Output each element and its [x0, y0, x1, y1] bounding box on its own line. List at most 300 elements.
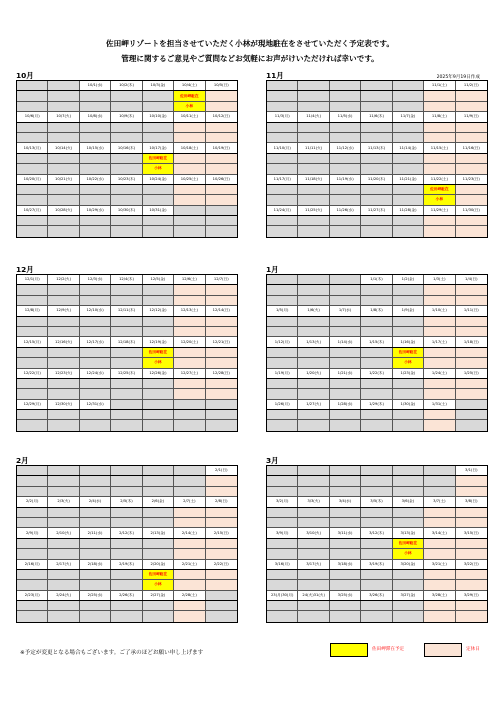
note-cell [174, 296, 205, 305]
note-cell [267, 327, 298, 336]
stay-place-cell: 佐田岬駐在 [143, 570, 174, 579]
week-note-row [267, 611, 487, 621]
note-cell [206, 226, 237, 236]
date-cell: 2/13(金) [143, 528, 174, 537]
note-cell [361, 420, 392, 430]
date-cell: 10/5(日) [206, 81, 237, 90]
note-cell [267, 410, 298, 419]
month-calendar [16, 80, 238, 238]
date-cell: 3/7(土) [424, 497, 455, 506]
date-cell: 11/21(金) [393, 175, 424, 184]
note-cell [48, 123, 79, 132]
week-note-row [17, 570, 237, 580]
week-date-row [17, 275, 237, 285]
note-cell [206, 518, 237, 527]
note-cell [143, 123, 174, 132]
note-cell [393, 216, 424, 225]
week-date-row [17, 143, 237, 153]
note-cell [267, 570, 298, 579]
date-cell: 1/26(月) [267, 400, 298, 409]
note-cell [111, 216, 142, 225]
note-cell [143, 539, 174, 548]
date-cell: 10/28(火) [48, 206, 79, 215]
note-cell [361, 226, 392, 236]
note-cell [174, 611, 205, 621]
note-cell [330, 580, 361, 589]
date-cell: 10/10(金) [143, 112, 174, 121]
date-cell: 11/12(水) [330, 143, 361, 152]
date-cell: 3/17(火) [298, 560, 329, 569]
note-cell [48, 389, 79, 398]
note-cell [206, 580, 237, 589]
note-cell [80, 317, 111, 326]
date-cell: 3/12(木) [361, 528, 392, 537]
date-cell: 10/6(月) [17, 112, 48, 121]
week-date-row [267, 81, 487, 91]
note-cell [80, 296, 111, 305]
note-cell [361, 518, 392, 527]
note-cell [206, 611, 237, 621]
note-cell [267, 185, 298, 194]
note-cell [111, 358, 142, 367]
week-note-row [17, 327, 237, 337]
week-date-row [267, 143, 487, 153]
note-cell [267, 379, 298, 388]
page-header [0, 36, 500, 66]
note-cell [424, 296, 455, 305]
header-line-1: 佐田岬リゾートを担当させていただく小林が現地駐在をさせていただく予定表です。 [106, 39, 394, 48]
date-cell: 12/31(水) [80, 400, 111, 409]
week-date-row [267, 275, 487, 285]
note-cell [80, 358, 111, 367]
note-cell [48, 195, 79, 204]
note-cell [111, 123, 142, 132]
note-cell [393, 327, 424, 336]
date-cell: 1/12(月) [267, 337, 298, 346]
note-cell [330, 379, 361, 388]
note-cell [48, 601, 79, 610]
note-cell [330, 539, 361, 548]
note-cell [298, 216, 329, 225]
note-cell [330, 508, 361, 517]
note-cell [174, 358, 205, 367]
note-cell [298, 154, 329, 163]
note-cell [330, 549, 361, 558]
week-note-row [267, 154, 487, 164]
note-cell [424, 539, 455, 548]
note-cell [298, 611, 329, 621]
date-cell: 11/29(土) [424, 206, 455, 215]
note-cell [174, 133, 205, 142]
note-cell [48, 549, 79, 558]
week-note-row [17, 410, 237, 420]
date-cell: 1/1(木) [361, 275, 392, 284]
week-date-row [17, 306, 237, 316]
note-cell [143, 508, 174, 517]
note-cell [361, 580, 392, 589]
week-date-row [17, 560, 237, 570]
note-cell [456, 133, 487, 142]
date-cell: 2/10(火) [48, 528, 79, 537]
note-cell [174, 518, 205, 527]
note-cell [330, 123, 361, 132]
date-cell: 3/9(月) [267, 528, 298, 537]
note-cell [143, 195, 174, 204]
empty-cell [330, 81, 361, 90]
note-cell [298, 379, 329, 388]
note-cell [361, 539, 392, 548]
note-cell [143, 379, 174, 388]
date-cell: 10/23(木) [111, 175, 142, 184]
note-cell [80, 123, 111, 132]
note-cell [393, 420, 424, 430]
week-note-row [267, 508, 487, 518]
note-cell [267, 420, 298, 430]
date-cell: 1/13(火) [298, 337, 329, 346]
date-cell: 12/20(土) [174, 337, 205, 346]
week-date-row [267, 497, 487, 507]
empty-cell [267, 275, 298, 284]
note-cell [267, 611, 298, 621]
note-cell [143, 549, 174, 558]
note-cell [424, 379, 455, 388]
stay-name-cell: 小林 [143, 164, 174, 173]
date-cell: 3/19(木) [361, 560, 392, 569]
month-title: 12月 [16, 265, 34, 274]
note-cell [330, 102, 361, 111]
date-cell: 2/23(月) [17, 591, 48, 600]
note-cell [143, 611, 174, 621]
date-cell: 1/6(火) [298, 306, 329, 315]
note-cell [424, 549, 455, 558]
empty-cell [111, 466, 142, 475]
date-cell: 12/4(木) [111, 275, 142, 284]
date-cell: 3/16(月) [267, 560, 298, 569]
note-cell [111, 420, 142, 430]
week-note-row [267, 549, 487, 559]
note-cell [17, 216, 48, 225]
note-cell [393, 102, 424, 111]
week-note-row [17, 154, 237, 164]
month-title: 10月 [16, 71, 34, 80]
note-cell [111, 487, 142, 496]
date-cell: 11/9(日) [456, 112, 487, 121]
note-cell [456, 216, 487, 225]
date-cell: 12/22(月) [17, 369, 48, 378]
date-cell: 11/2(日) [456, 81, 487, 90]
note-cell [17, 389, 48, 398]
note-cell [456, 91, 487, 100]
note-cell [361, 317, 392, 326]
stay-place-cell: 佐田岬駐在 [393, 539, 424, 548]
note-cell [206, 91, 237, 100]
note-cell [267, 348, 298, 357]
empty-cell [111, 400, 142, 409]
date-cell: 11/11(火) [298, 143, 329, 152]
note-cell [298, 570, 329, 579]
header-line-2: 管理に関するご意見やご質問などお気軽にお声がけいただければ幸いです。 [121, 54, 379, 63]
note-cell [267, 123, 298, 132]
note-cell [393, 296, 424, 305]
note-cell [111, 195, 142, 204]
note-cell [393, 410, 424, 419]
date-cell: 3/15(日) [456, 528, 487, 537]
week-date-row [267, 112, 487, 122]
empty-cell [17, 81, 48, 90]
note-cell [143, 420, 174, 430]
date-cell: 12/25(木) [111, 369, 142, 378]
empty-cell [206, 206, 237, 215]
note-cell [17, 154, 48, 163]
note-cell [174, 154, 205, 163]
note-cell [48, 611, 79, 621]
date-cell: 12/5(金) [143, 275, 174, 284]
note-cell [361, 123, 392, 132]
note-cell [174, 195, 205, 204]
note-cell [361, 549, 392, 558]
week-date-row [17, 337, 237, 347]
note-cell [330, 285, 361, 294]
note-cell [456, 410, 487, 419]
note-cell [330, 91, 361, 100]
note-cell [17, 164, 48, 173]
note-cell [174, 389, 205, 398]
note-cell [424, 226, 455, 236]
note-cell [174, 379, 205, 388]
date-cell: 2/17(火) [48, 560, 79, 569]
note-cell [393, 226, 424, 236]
note-cell [361, 285, 392, 294]
note-cell [361, 487, 392, 496]
week-note-row [267, 185, 487, 195]
note-cell [456, 601, 487, 610]
date-cell: 10/4(土) [174, 81, 205, 90]
note-cell [80, 195, 111, 204]
note-cell [330, 487, 361, 496]
note-cell [48, 570, 79, 579]
date-cell: 3/29(日) [456, 591, 487, 600]
note-cell [48, 185, 79, 194]
note-cell [206, 389, 237, 398]
note-cell [17, 410, 48, 419]
note-cell [424, 476, 455, 485]
date-cell: 1/2(金) [393, 275, 424, 284]
date-cell: 1/29(木) [361, 400, 392, 409]
week-note-row [17, 476, 237, 486]
note-cell [456, 570, 487, 579]
week-note-row [267, 420, 487, 430]
date-cell: 11/23(日) [456, 175, 487, 184]
note-cell [17, 379, 48, 388]
date-cell: 12/8(月) [17, 306, 48, 315]
note-cell [111, 508, 142, 517]
stay-place-cell: 佐田岬駐在 [143, 348, 174, 357]
note-cell [456, 508, 487, 517]
date-cell: 12/10(水) [80, 306, 111, 315]
stay-place-cell: 佐田岬駐在 [174, 91, 205, 100]
date-cell: 3/5(木) [361, 497, 392, 506]
date-cell: 3/28(土) [424, 591, 455, 600]
note-cell [298, 601, 329, 610]
note-cell [298, 549, 329, 558]
week-date-row [17, 466, 237, 476]
note-cell [330, 317, 361, 326]
note-cell [424, 389, 455, 398]
note-cell [456, 226, 487, 236]
note-cell [424, 358, 455, 367]
note-cell [80, 601, 111, 610]
date-cell: 3/14(土) [424, 528, 455, 537]
note-cell [48, 296, 79, 305]
date-cell: 1/18(日) [456, 337, 487, 346]
note-cell [80, 580, 111, 589]
note-cell [48, 133, 79, 142]
note-cell [206, 327, 237, 336]
date-cell: 3/25(水) [330, 591, 361, 600]
note-cell [80, 570, 111, 579]
date-cell: 2/5(木) [111, 497, 142, 506]
date-cell: 12/17(水) [80, 337, 111, 346]
note-cell [456, 580, 487, 589]
date-cell: 3/20(金) [393, 560, 424, 569]
note-cell [298, 195, 329, 204]
empty-cell [17, 466, 48, 475]
date-cell: 10/17(金) [143, 143, 174, 152]
note-cell [143, 185, 174, 194]
date-cell: 1/24(土) [424, 369, 455, 378]
note-cell [330, 389, 361, 398]
date-cell: 11/4(火) [298, 112, 329, 121]
note-cell [80, 518, 111, 527]
note-cell [330, 348, 361, 357]
note-cell [361, 410, 392, 419]
legend-off-swatch [424, 643, 462, 657]
date-cell: 10/21(火) [48, 175, 79, 184]
note-cell [206, 420, 237, 430]
note-cell [17, 601, 48, 610]
note-cell [143, 102, 174, 111]
date-cell: 3/10(火) [298, 528, 329, 537]
note-cell [330, 327, 361, 336]
date-cell: 1/4(日) [456, 275, 487, 284]
week-note-row [17, 601, 237, 611]
date-cell: 2/16(月) [17, 560, 48, 569]
date-cell: 2/18(水) [80, 560, 111, 569]
date-cell: 1/15(木) [361, 337, 392, 346]
empty-cell [48, 466, 79, 475]
week-date-row [267, 206, 487, 216]
note-cell [111, 580, 142, 589]
note-cell [80, 133, 111, 142]
note-cell [393, 91, 424, 100]
note-cell [143, 476, 174, 485]
note-cell [17, 611, 48, 621]
note-cell [17, 358, 48, 367]
date-cell: 11/28(金) [393, 206, 424, 215]
week-date-row [267, 337, 487, 347]
note-cell [267, 164, 298, 173]
note-cell [330, 296, 361, 305]
note-cell [424, 518, 455, 527]
date-cell: 1/21(水) [330, 369, 361, 378]
note-cell [111, 91, 142, 100]
note-cell [330, 410, 361, 419]
note-cell [456, 185, 487, 194]
note-cell [80, 508, 111, 517]
date-cell: 10/13(月) [17, 143, 48, 152]
note-cell [80, 420, 111, 430]
note-cell [456, 296, 487, 305]
date-cell: 3/11(水) [330, 528, 361, 537]
note-cell [456, 539, 487, 548]
note-cell [361, 185, 392, 194]
note-cell [17, 102, 48, 111]
note-cell [456, 348, 487, 357]
date-cell: 3/26(木) [361, 591, 392, 600]
week-date-row [17, 497, 237, 507]
empty-cell [298, 466, 329, 475]
note-cell [80, 327, 111, 336]
week-note-row [267, 379, 487, 389]
week-note-row [17, 195, 237, 205]
note-cell [393, 195, 424, 204]
note-cell [48, 226, 79, 236]
date-cell: 10/9(木) [111, 112, 142, 121]
note-cell [111, 539, 142, 548]
note-cell [206, 123, 237, 132]
note-cell [393, 611, 424, 621]
note-cell [111, 317, 142, 326]
date-cell: 3/4(水) [330, 497, 361, 506]
week-note-row [17, 216, 237, 226]
week-note-row [267, 518, 487, 528]
week-note-row [267, 285, 487, 295]
empty-cell [174, 466, 205, 475]
empty-cell [143, 466, 174, 475]
week-note-row [267, 487, 487, 497]
week-date-row [17, 206, 237, 216]
footer-note: ※予定が変更となる場合もございます。ご了承のほどお願い申し上げます [20, 650, 204, 656]
note-cell [456, 195, 487, 204]
note-cell [174, 226, 205, 236]
note-cell [393, 570, 424, 579]
week-date-row [267, 175, 487, 185]
note-cell [143, 389, 174, 398]
note-cell [143, 226, 174, 236]
note-cell [456, 102, 487, 111]
week-note-row [267, 358, 487, 368]
date-cell: 1/5(月) [267, 306, 298, 315]
note-cell [48, 379, 79, 388]
note-cell [393, 285, 424, 294]
week-note-row [267, 317, 487, 327]
note-cell [298, 487, 329, 496]
week-note-row [267, 195, 487, 205]
note-cell [393, 508, 424, 517]
note-cell [298, 410, 329, 419]
week-note-row [267, 348, 487, 358]
note-cell [267, 508, 298, 517]
note-cell [48, 216, 79, 225]
note-cell [330, 164, 361, 173]
note-cell [456, 389, 487, 398]
date-cell: 12/9(火) [48, 306, 79, 315]
note-cell [456, 476, 487, 485]
note-cell [267, 195, 298, 204]
date-cell: 10/11(土) [174, 112, 205, 121]
week-note-row [267, 216, 487, 226]
week-note-row [17, 296, 237, 306]
